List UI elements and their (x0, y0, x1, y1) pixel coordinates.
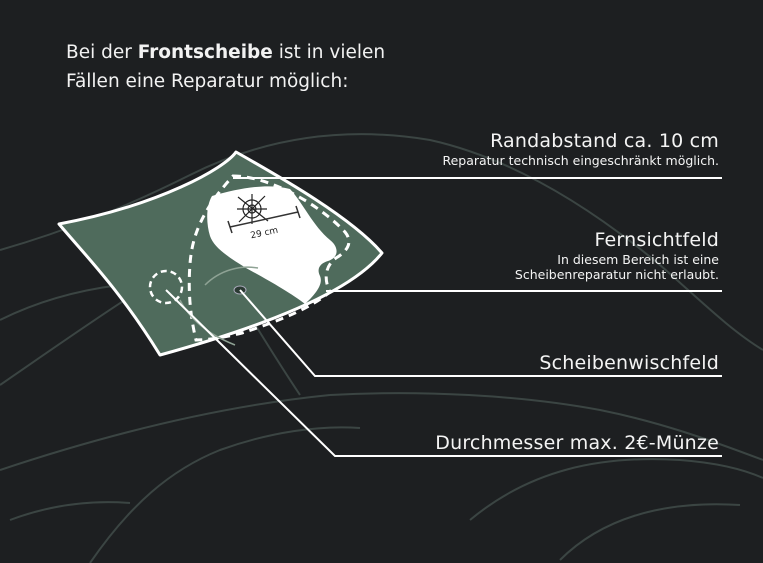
callout-scheibenwischfeld-title: Scheibenwischfeld (539, 352, 719, 374)
headline-prefix: Bei der (66, 42, 138, 63)
callout-randabstand-subtitle: Reparatur technisch eingeschränkt möglich. (442, 153, 719, 168)
callout-randabstand (442, 130, 719, 168)
callout-scheibenwischfeld (539, 352, 719, 375)
dimension-label: 29 cm (249, 225, 280, 242)
callout-durchmesser-title: Durchmesser max. 2€-Münze (435, 432, 719, 454)
headline-line-2: Fällen eine Reparatur möglich: (66, 71, 349, 92)
callout-fernsichtfeld-subtitle-2: Scheibenreparatur nicht erlaubt. (514, 267, 719, 282)
headline (66, 38, 385, 96)
headline-line-1 (66, 38, 385, 67)
callout-fernsichtfeld-subtitle-1: In diesem Bereich ist eine (557, 252, 719, 267)
callout-fernsichtfeld (515, 229, 719, 282)
headline-suffix: ist in vielen (272, 42, 386, 63)
callout-durchmesser (435, 432, 719, 455)
callout-fernsichtfeld-title: Fernsichtfeld (594, 229, 719, 251)
headline-bold-term: Frontscheibe (137, 42, 273, 63)
callout-randabstand-title: Randabstand ca. 10 cm (490, 130, 719, 152)
car-outline (0, 134, 763, 563)
